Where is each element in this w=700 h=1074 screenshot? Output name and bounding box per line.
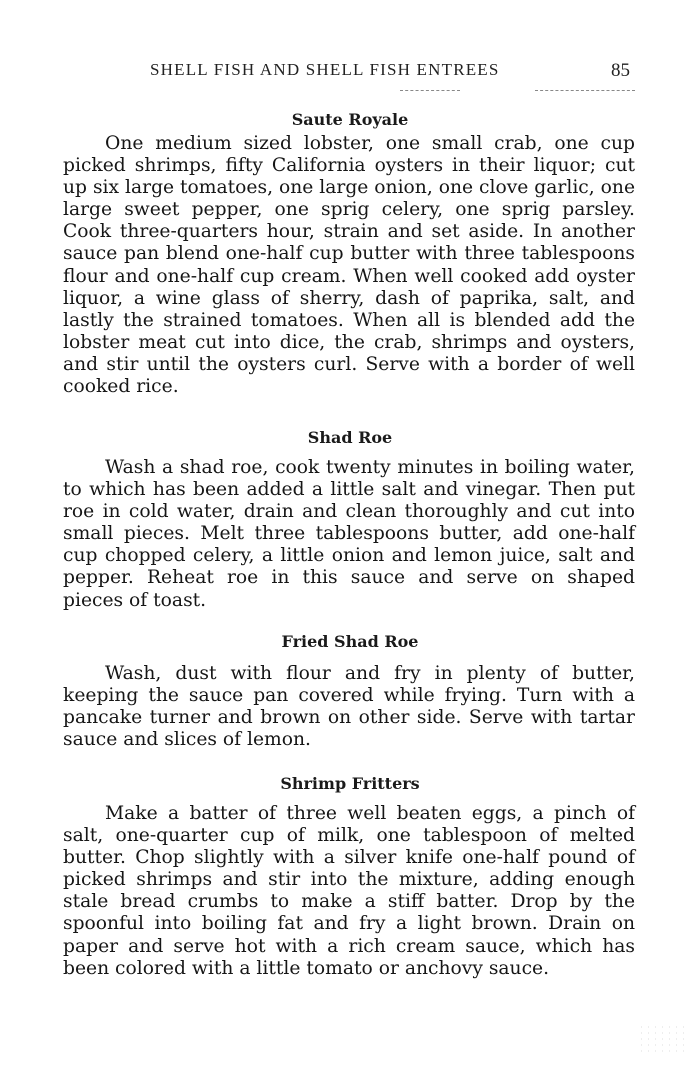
recipe-title-shrimp-fritters: Shrimp Fritters: [280, 774, 420, 793]
paper-speckle: [638, 1024, 688, 1054]
recipe-body-shrimp-fritters: Make a batter of three well beaten eggs, a pinch of salt, one-quarter cup of milk, one tablespoon of melted butter. Chop slightly with a silver knife one-half pound of picked shrimps and stir into the mixture, adding enough stale bread crumbs to make a stiff batter. Drop by the spoonful into boiling fat and fry a light brown. Drain on paper and serve hot with a rich cream sauce, which has been colored with a little tomato or anchovy sauce.: [63, 803, 635, 979]
recipe-body-saute-royale: One medium sized lobster, one small crab, one cup picked shrimps, fifty California oysters in their liquor; cut up six large tomatoes, one large onion, one clove garlic, one large sweet pepper, one sprig celery, one sprig parsley. Cook three-quarters hour, strain and set aside. In another sauce pan blend one-half cup butter with three tablespoons flour and one-half cup cream. When well cooked add oyster liquor, a wine glass of sherry, dash of paprika, salt, and lastly the strained tomatoes. When all is blended add the lobster meat cut into dice, the crab, shrimps and oysters, and stir until the oysters curl. Serve with a border of well cooked rice.: [63, 133, 635, 398]
recipe-title-fried-shad-roe: Fried Shad Roe: [281, 632, 419, 651]
recipe-body-shad-roe: Wash a shad roe, cook twenty minutes in boiling water, to which has been added a little salt and vinegar. Then put roe in cold water, drain and clean thoroughly and cut into small pieces. Melt three tablespoons butter, add one-half cup chopped celery, a little onion and lemon juice, salt and pepper. Reheat roe in this sauce and serve on shaped pieces of toast.: [63, 457, 635, 611]
running-head: SHELL FISH AND SHELL FISH ENTREES: [150, 60, 500, 79]
recipe-title-saute-royale: Saute Royale: [291, 110, 409, 129]
recipe-title-shad-roe: Shad Roe: [307, 428, 393, 447]
page-number: 85: [611, 60, 630, 81]
header-rule: [400, 90, 460, 91]
recipe-body-fried-shad-roe: Wash, dust with flour and fry in plenty of butter, keeping the sauce pan covered while frying. Turn with a pancake turner and brown on other side. Serve with tartar sauce and slices of lemon.: [63, 663, 635, 751]
header-rule: [535, 90, 635, 91]
